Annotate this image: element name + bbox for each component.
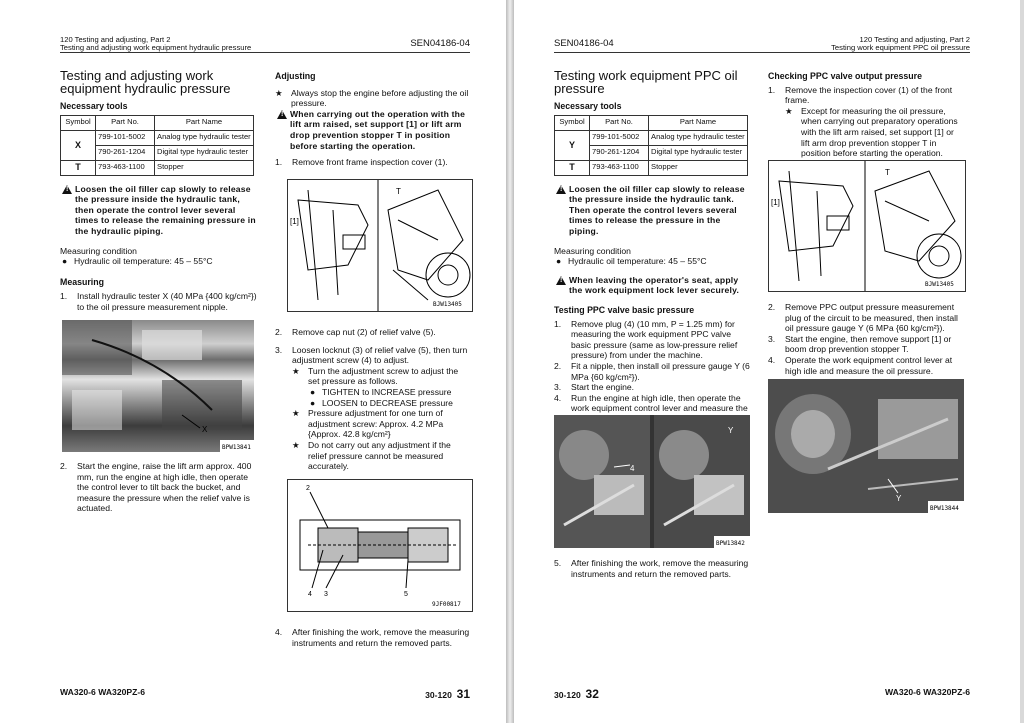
output-step-3: 3. Start the engine, then remove support [1] or boom drop prevention stopper T.: [768, 333, 952, 355]
page-title: Testing and adjusting work equipment hydraulic pressure: [60, 68, 231, 96]
figure-callout-t: T: [396, 187, 401, 196]
figure-callout-t: T: [885, 168, 890, 177]
warning-note: ! Loosen the oil filler cap slowly to release the pressure inside the hydraulic tank. Then operate the control levers several times to release the pressure in the piping.: [554, 184, 750, 237]
note-star: ★ Do not carry out any adjustment if the relief pressure cannot be measured accurately.: [292, 439, 451, 472]
output-step-1: 1. Remove the inspection cover (1) of the front frame.: [768, 84, 953, 106]
adjusting-step-3: 3. Loosen locknut (3) of relief valve (5), then turn adjustment screw (4) to adjust.: [275, 344, 468, 366]
tools-heading: Necessary tools: [60, 101, 128, 111]
note-star: ★ Always stop the engine before adjusting the oil pressure.: [275, 87, 469, 109]
page-header: [60, 36, 470, 53]
basic-step-2: 2. Fit a nipple, then install oil pressure gauge Y (6 MPa {60 kg/cm²}).: [554, 360, 750, 382]
warning-note: ! Loosen the oil filler cap slowly to release the pressure inside the hydraulic tank, then operate the control lever several times to release the remaining pressure in the hydraulic piping.: [60, 184, 260, 237]
warning-note: ! When leaving the operator's seat, apply the work equipment lock lever securely.: [554, 275, 750, 296]
figure-callout-1: [1]: [771, 198, 780, 207]
valve-section-drawing: [288, 480, 472, 611]
figure-frame-cover: [768, 160, 966, 292]
warning-icon: [556, 185, 566, 194]
figure-code: BPW13844: [930, 505, 959, 512]
measuring-step-2: 2. Start the engine, raise the lift arm approx. 400 mm, run the engine at high idle, then operate the control lever to tilt back the bucket, and measure the pressure when the relief valve is actuated.: [60, 461, 252, 514]
warning-icon: [556, 276, 566, 285]
cell-symbol: T: [61, 160, 96, 175]
cell-part-no: 799-101-5002: [96, 130, 155, 145]
adjusting-step-2: 2. Remove cap nut (2) of relief valve (5).: [275, 327, 436, 337]
measuring-heading: Measuring: [60, 276, 104, 287]
header-doc-code: SEN04186-04: [554, 38, 614, 49]
basic-step-4: 4. Run the engine at high idle, then operate the work equipment control lever and measure the: [554, 392, 748, 414]
col-header: Symbol: [555, 115, 590, 130]
figure-code: BJW13405: [433, 301, 462, 308]
cell-part-no: 799-101-5002: [590, 130, 649, 145]
figure-callout-5: 5: [404, 591, 408, 598]
cell-symbol: X: [61, 130, 96, 160]
measuring-condition-item: ● Hydraulic oil temperature: 45 – 55°C: [556, 256, 707, 267]
figure-callout-1: [1]: [290, 217, 299, 226]
photo-tester-installation: [62, 320, 254, 452]
figure-frame-cover: [287, 179, 473, 312]
col-header: Part Name: [649, 115, 748, 130]
page-header: [554, 36, 970, 53]
photo-overlay: [554, 415, 750, 548]
figure-code: BJW13405: [925, 281, 954, 288]
right-column-2: [768, 71, 964, 159]
table-row: [555, 160, 748, 175]
header-section-title: 120 Testing and adjusting, Part 2 Testing and adjusting work equipment hydraulic pressure: [60, 35, 252, 52]
basic-step-3: 3. Start the engine.: [554, 382, 635, 393]
figure-callout-3: 3: [324, 591, 328, 598]
photo-callout-y: Y: [728, 426, 734, 435]
cell-part-name: Analog type hydraulic tester: [649, 130, 748, 145]
figure-code: BPW13841: [222, 444, 251, 451]
note-star: ★ Pressure adjustment for one turn of adjustment screw: Approx. 4.2 MPa {Approx. 42.8 kg/cm²}: [292, 408, 444, 440]
cell-part-no: 790-261-1204: [590, 145, 649, 160]
cell-part-name: Digital type hydraulic tester: [649, 145, 748, 160]
note-star: ★ Turn the adjustment screw to adjust the set pressure as follows.: [292, 365, 459, 387]
adjusting-heading: Adjusting: [275, 71, 316, 81]
output-pressure-heading: Checking PPC valve output pressure: [768, 71, 922, 81]
adjusting-step-4: 4. After finishing the work, remove the measuring instruments and return the removed parts.: [275, 627, 470, 648]
cell-symbol: T: [555, 160, 590, 175]
measuring-condition-item: ● Hydraulic oil temperature: 45 – 55°C: [62, 256, 213, 267]
figure-code: 9JF00817: [432, 601, 461, 608]
footer-page-number: 30-120 31: [425, 687, 470, 701]
cell-part-no: 793-463-1100: [96, 160, 155, 175]
measuring-condition-heading: Measuring condition: [60, 245, 137, 256]
header-section-title: 120 Testing and adjusting, Part 2 Testing work equipment PPC oil pressure: [831, 35, 970, 52]
cell-part-no: 790-261-1204: [96, 145, 155, 160]
warning-note: ! When carrying out the operation with the lift arm raised, set support [1] or lift arm drop prevention stopper T in position before starting the operation.: [275, 109, 471, 151]
cell-part-name: Digital type hydraulic tester: [155, 145, 254, 160]
col-header: Part No.: [590, 115, 649, 130]
left-column-2-mid: [275, 327, 471, 472]
table-row: [61, 160, 254, 175]
page-31: [0, 0, 506, 723]
figure-code: BPW13842: [716, 540, 745, 547]
right-column-1-lower: [554, 558, 750, 579]
photo-ppc-output-gauge: [768, 379, 964, 513]
photo-overlay: [62, 320, 254, 452]
warning-icon: [277, 110, 287, 119]
page-32: [514, 0, 1020, 723]
line-drawing: [769, 161, 965, 291]
left-column-2-lower: [275, 627, 471, 648]
cell-part-name: Stopper: [155, 160, 254, 175]
basic-step-1: 1. Remove plug (4) (10 mm, P = 1.25 mm) for measuring the work equipment PPC valve basic pressure (same as low-pressure relief pressure) from under the machine.: [554, 318, 738, 361]
adjust-bullet: ● LOOSEN to DECREASE pressure: [310, 397, 453, 408]
measuring-condition-heading: Measuring condition: [554, 245, 631, 256]
col-header: Part No.: [96, 115, 155, 130]
basic-step-5: 5. After finishing the work, remove the measuring instruments and return the removed parts.: [554, 558, 749, 579]
tools-table: [554, 115, 748, 176]
col-header: Symbol: [61, 115, 96, 130]
footer-model: WA320-6 WA320PZ-6: [60, 687, 146, 697]
basic-pressure-heading: Testing PPC valve basic pressure: [554, 304, 695, 315]
footer-page-number: 30-120 32: [554, 687, 599, 701]
note-star: ★ Except for measuring the oil pressure, when carrying out preparatory operations with the lift arm raised, set support [1] or lift arm drop prevention stopper T in position before starting the operation.: [785, 105, 958, 159]
photo-callout-x: X: [202, 425, 208, 434]
figure-callout-2: 2: [306, 485, 310, 492]
adjusting-step-1: 1. Remove front frame inspection cover (1).: [275, 157, 448, 168]
photo-ppc-basic-pressure: [554, 415, 750, 548]
left-column-2: [275, 71, 471, 168]
measuring-step-1: 1. Install hydraulic tester X (40 MPa {400 kg/cm²}) to the oil pressure measurement nipple.: [60, 291, 257, 312]
photo-callout-y: Y: [896, 494, 902, 503]
figure-relief-valve: [287, 479, 473, 612]
output-step-4: 4. Operate the work equipment control lever at high idle and measure the oil pressure.: [768, 354, 953, 376]
photo-overlay: [768, 379, 964, 513]
table-row: [61, 130, 254, 145]
photo-callout-4: 4: [630, 464, 635, 473]
right-column-1: [554, 70, 750, 424]
cell-symbol: Y: [555, 130, 590, 160]
right-column-2-mid: [768, 302, 964, 376]
figure-callout-4: 4: [308, 591, 312, 598]
cell-part-name: Stopper: [649, 160, 748, 175]
output-step-2: 2. Remove PPC output pressure measurement plug of the circuit to be measured, then install oil pressure gauge Y (6 MPa {60 kg/cm²}).: [768, 302, 958, 334]
table-row: [555, 130, 748, 145]
cell-part-no: 793-463-1100: [590, 160, 649, 175]
page-title: Testing work equipment PPC oil pressure: [554, 68, 738, 96]
adjust-bullet: ● TIGHTEN to INCREASE pressure: [310, 386, 452, 397]
tools-table: [60, 115, 254, 176]
line-drawing: [288, 180, 472, 311]
col-header: Part Name: [155, 115, 254, 130]
left-column-1: [60, 70, 260, 313]
cell-part-name: Analog type hydraulic tester: [155, 130, 254, 145]
footer-model: WA320-6 WA320PZ-6: [884, 687, 970, 697]
header-doc-code: SEN04186-04: [410, 38, 470, 49]
book-gutter: [506, 0, 514, 723]
warning-icon: [62, 185, 72, 194]
left-column-1-lower: [60, 461, 258, 514]
tools-heading: Necessary tools: [554, 101, 622, 111]
